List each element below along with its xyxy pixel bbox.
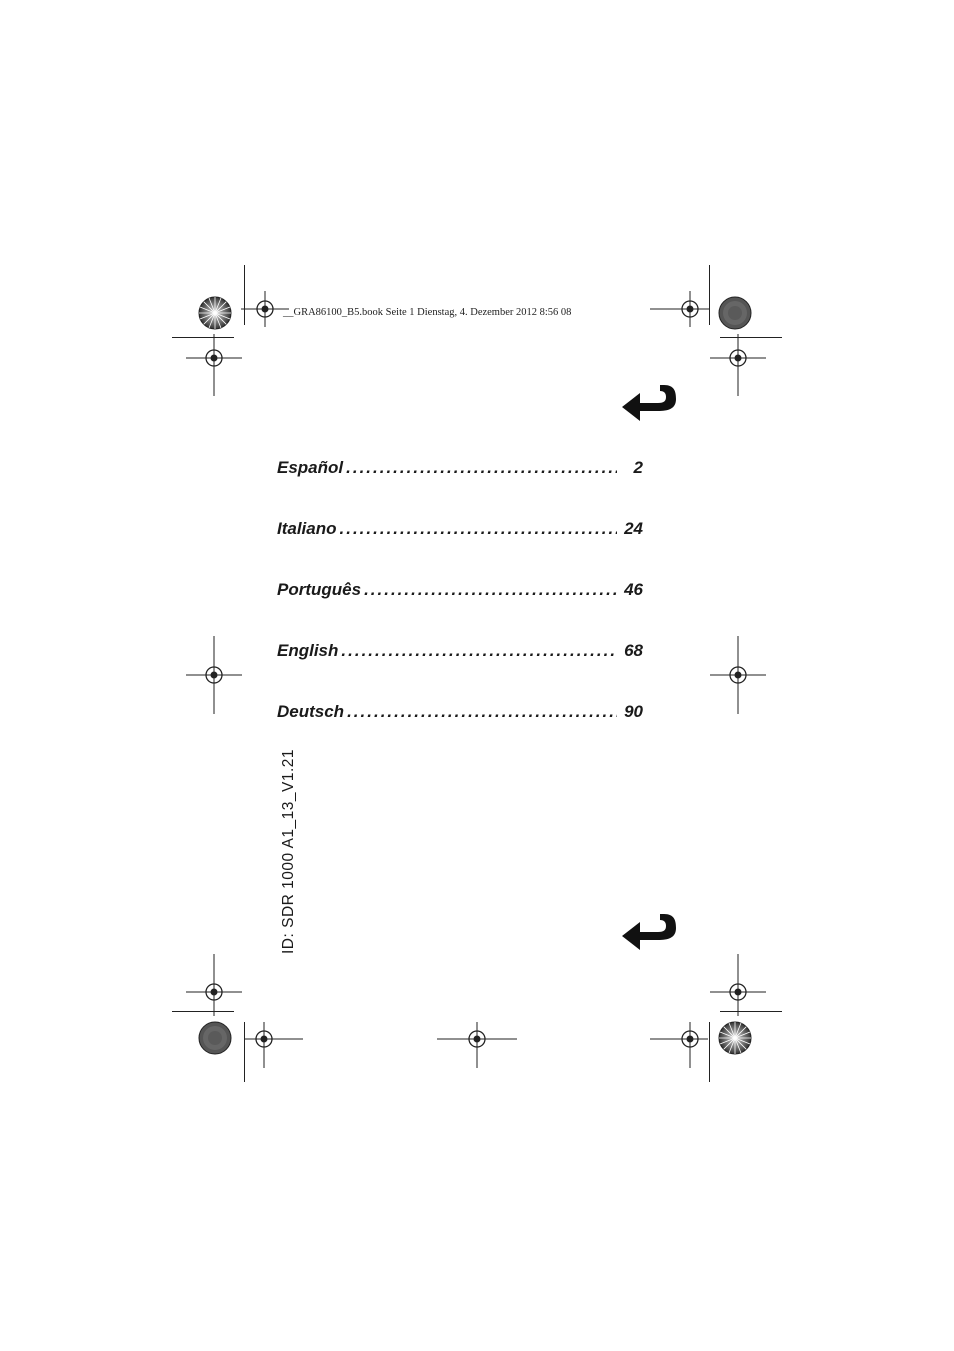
toc-leader-dots	[346, 458, 617, 478]
curved-arrow-icon	[620, 383, 678, 425]
starburst-target-icon	[718, 296, 752, 330]
toc-entry-label: Deutsch	[277, 702, 345, 721]
file-info-header: __GRA86100_B5.book Seite 1 Dienstag, 4. Dezember 2012 8:56 08	[283, 307, 572, 318]
crosshair-registration-icon	[186, 954, 242, 1016]
curved-arrow-icon	[620, 912, 678, 954]
toc-entry-page: 46	[624, 580, 643, 599]
crop-line	[709, 1022, 710, 1082]
toc-entry-label: Español	[277, 458, 344, 477]
toc-entry-espanol[interactable]	[277, 458, 643, 484]
toc-leader-dots	[341, 641, 617, 661]
starburst-target-icon	[198, 1021, 232, 1055]
crosshair-registration-icon	[650, 1022, 708, 1068]
toc-entry-deutsch[interactable]	[277, 702, 643, 728]
toc-leader-dots	[347, 702, 617, 722]
toc-entry-label: English	[277, 641, 339, 660]
toc-entry-label: Italiano	[277, 519, 337, 538]
crosshair-registration-icon	[710, 636, 766, 714]
toc-entry-page: 68	[624, 641, 643, 660]
document-id: ID: SDR 1000 A1_13_V1.21	[280, 748, 297, 954]
starburst-target-icon	[718, 1021, 752, 1055]
crosshair-registration-icon	[186, 334, 242, 396]
crosshair-registration-icon	[186, 636, 242, 714]
toc-entry-page: 2	[633, 458, 643, 477]
crosshair-registration-icon	[710, 334, 766, 396]
toc-entry-portugues[interactable]	[277, 580, 643, 606]
toc-leader-dots	[340, 519, 617, 539]
toc-entry-label: Português	[277, 580, 362, 599]
toc-leader-dots	[364, 580, 617, 600]
toc-entry-italiano[interactable]	[277, 519, 643, 545]
crosshair-registration-icon	[241, 291, 289, 327]
toc-entry-english[interactable]	[277, 641, 643, 667]
crosshair-registration-icon	[245, 1022, 303, 1068]
crosshair-registration-icon	[437, 1022, 517, 1068]
crosshair-registration-icon	[710, 954, 766, 1016]
toc-entry-page: 24	[624, 519, 643, 538]
toc-entry-page: 90	[624, 702, 643, 721]
starburst-target-icon	[198, 296, 232, 330]
